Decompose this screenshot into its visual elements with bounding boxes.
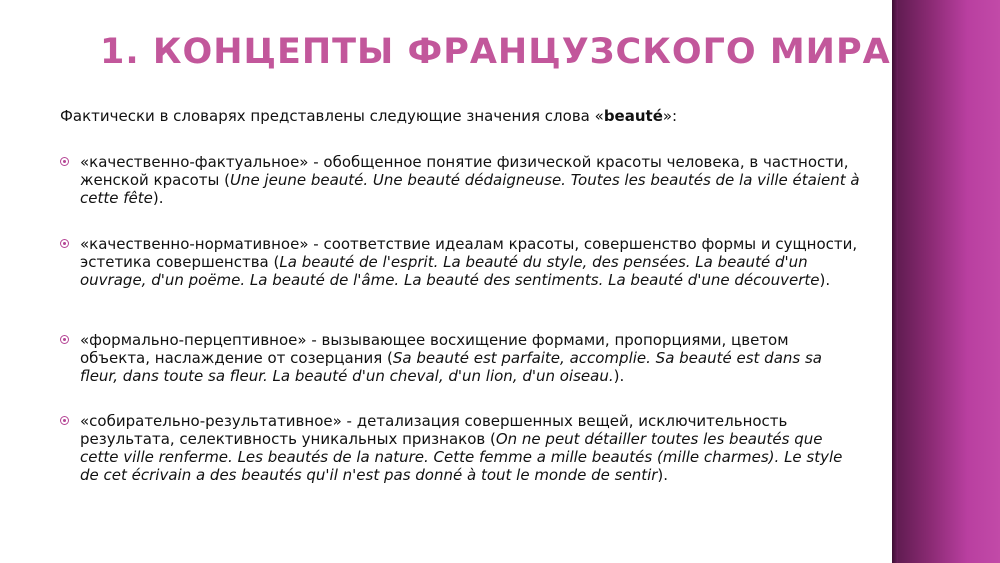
bullet-icon (60, 157, 69, 166)
bullet-icon (60, 335, 69, 344)
intro-text-end: »: (662, 107, 678, 125)
bullet-text (80, 331, 860, 385)
bullet-icon (60, 416, 69, 425)
bullet-item-3 (60, 331, 860, 385)
bullet-examples: On ne peut détailler toutes les beautés que cette ville renferme. Les beautés de la nature. Cette femme a mille beautés (mille charmes). Le style de cet écrivain a des beautés qu'il n'est pas donné à tout le monde de sentir (80, 430, 843, 484)
bullet-definition: «формально-перцептивное» - вызывающее восхищение формами, пропорциями, цветом объекта, наслаждение от созерцания ( (80, 331, 789, 367)
bullet-definition: «качественно-нормативное» - соответствие идеалам красоты, совершенство формы и сущности, эстетика совершенства ( (80, 235, 858, 271)
intro-text: Фактически в словарях представлены следующие значения слова « (60, 107, 604, 125)
intro-term: beauté (603, 107, 663, 125)
bullet-item-4 (60, 412, 860, 484)
intro-paragraph (60, 107, 860, 125)
bullet-item-1 (60, 153, 860, 207)
bullet-text (80, 235, 860, 289)
bullet-close: ). (152, 189, 164, 207)
bullet-definition: «собирательно-результативное» - детализация совершенных вещей, исключительность результата, селективность уникальных признаков ( (80, 412, 788, 448)
bullet-examples: La beauté de l'esprit. La beauté du style, des pensées. La beauté d'un ouvrage, d'un poëme. La beauté de l'âme. La beauté des sentiments. La beauté d'une découverte (80, 253, 820, 289)
bullet-examples: Sa beauté est parfaite, accomplie. Sa beauté est dans sa fleur, dans toute sa fleur. La beauté d'un cheval, d'un lion, d'un oiseau. (80, 349, 822, 385)
bullet-definition: «качественно-фактуальное» - обобщенное понятие физической красоты человека, в частности, женской красоты ( (80, 153, 849, 189)
bullet-text (80, 153, 860, 207)
bullet-text (80, 412, 860, 484)
bullet-examples: Une jeune beauté. Une beauté dédaigneuse. Toutes les beautés de la ville étaient à cette fête (80, 171, 860, 207)
bullet-close: ). (657, 466, 669, 484)
bullet-icon (60, 239, 69, 248)
bullet-close: ). (819, 271, 831, 289)
bullet-close: ). (613, 367, 625, 385)
slide-title: 1. КОНЦЕПТЫ ФРАНЦУЗСКОГО МИРА (100, 32, 891, 72)
decorative-side-band (892, 0, 1000, 563)
bullet-item-2 (60, 235, 860, 289)
